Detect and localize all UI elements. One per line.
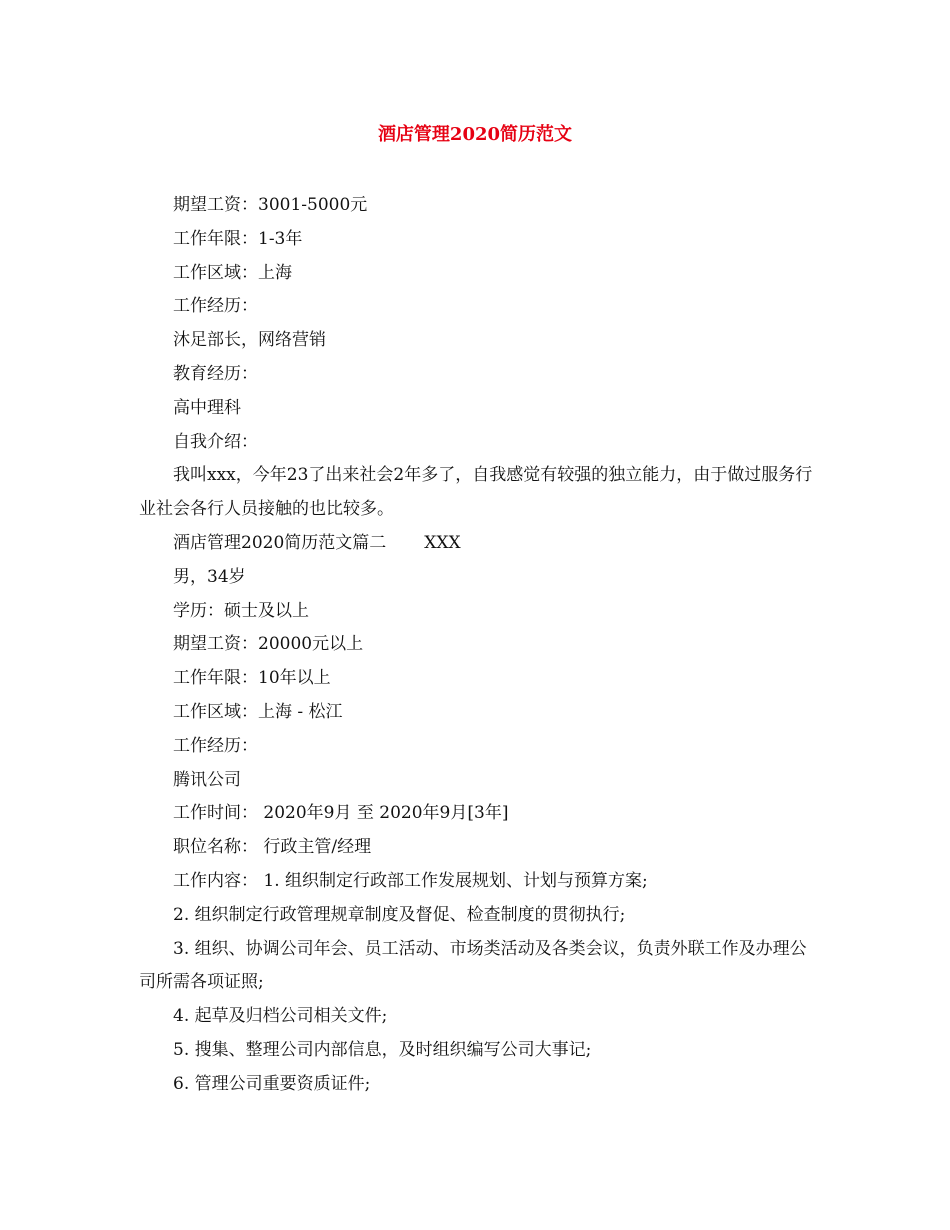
- line-duty-5: 5. 搜集、整理公司内部信息，及时组织编写公司大事记;: [173, 1039, 592, 1060]
- line-duty-4: 4. 起草及归档公司相关文件;: [173, 1006, 388, 1027]
- line-work-history-label: 工作经历：: [173, 296, 258, 317]
- line-expected-salary: 期望工资：3001-5000元: [173, 195, 368, 215]
- line-education-label: 教育经历：: [173, 363, 258, 384]
- line-position: 职位名称： 行政主管/经理: [173, 837, 372, 858]
- line-work-area-2: 工作区域：上海 - 松江: [173, 701, 343, 722]
- line-duty-3: 3. 组织、协调公司年会、员工活动、市场类活动及各类会议，负责外联工作及办理公司所需各项证照;: [139, 938, 807, 993]
- line-duty-2: 2. 组织制定行政管理规章制度及督促、检查制度的贯彻执行;: [173, 904, 626, 925]
- line-expected-salary-2: 期望工资：20000元以上: [173, 634, 364, 655]
- line-duty-6: 6. 管理公司重要资质证件;: [173, 1073, 371, 1094]
- line-education: 高中理科: [173, 397, 241, 418]
- line-self-intro: 我叫xxx，今年23了出来社会2年多了，自我感觉有较强的独立能力，由于做过服务行业社会各行人员接触的也比较多。: [139, 465, 813, 520]
- line-work-area: 工作区域：上海: [173, 262, 292, 283]
- line-work-history: 沐足部长，网络营销: [173, 330, 326, 351]
- line-self-intro-label: 自我介绍：: [173, 431, 258, 452]
- line-work-years-2: 工作年限：10年以上: [173, 668, 331, 689]
- document-title: 酒店管理2020简历范文: [377, 124, 573, 145]
- line-degree: 学历：硕士及以上: [173, 600, 309, 621]
- section2-heading: 酒店管理2020简历范文篇二: [173, 532, 387, 553]
- line-company: 腾讯公司: [173, 769, 241, 790]
- line-work-years: 工作年限：1-3年: [173, 228, 303, 249]
- line-duty-1: 工作内容： 1. 组织制定行政部工作发展规划、计划与预算方案;: [173, 870, 648, 891]
- line-work-history-label-2: 工作经历：: [173, 735, 258, 756]
- line-gender-age: 男，34岁: [173, 566, 246, 587]
- section2-heading-line: [139, 527, 819, 561]
- section2-name: XXX: [424, 532, 461, 553]
- line-work-time: 工作时间： 2020年9月 至 2020年9月[3年]: [173, 803, 509, 824]
- document-body: [139, 189, 819, 1102]
